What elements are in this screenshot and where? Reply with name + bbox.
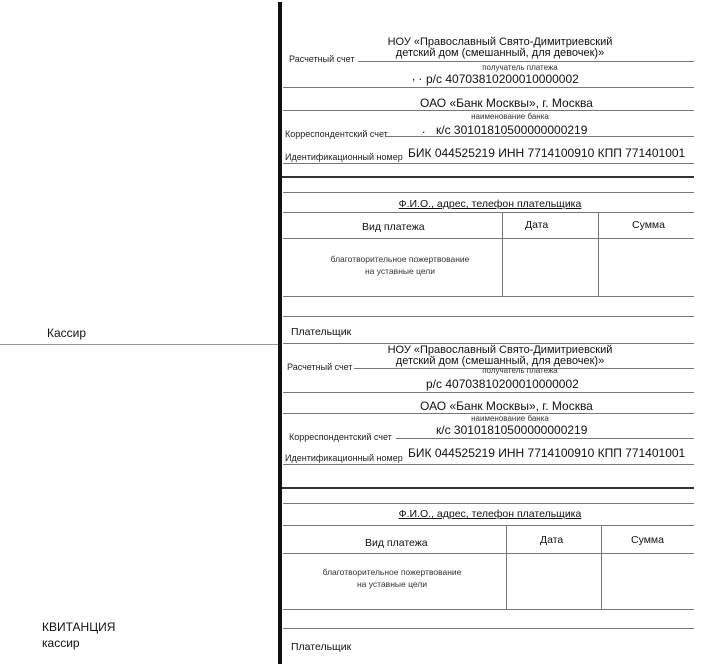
purpose-line2: на уставные цели bbox=[356, 579, 428, 589]
corr-label: Корреспондентский счет bbox=[289, 432, 392, 442]
col-sum: Сумма bbox=[631, 534, 664, 546]
recipient-caption: получатель платежа bbox=[482, 63, 558, 72]
payer-header: Ф.И.О., адрес, телефон плательщика bbox=[398, 198, 582, 210]
vertical-divider bbox=[278, 2, 282, 664]
payer-label: Плательщик bbox=[291, 641, 352, 653]
cashier-label-bottom: кассир bbox=[42, 636, 80, 650]
col-date: Дата bbox=[540, 534, 564, 546]
payer-label: Плательщик bbox=[291, 326, 352, 338]
receipt-title: КВИТАНЦИЯ bbox=[42, 620, 116, 634]
corr-value: к/с 30101810500000000219 bbox=[436, 423, 588, 437]
col-payment-type: Вид платежа bbox=[365, 537, 428, 549]
purpose-line1: благотворительное пожертвование bbox=[322, 567, 462, 577]
bank-value: ОАО «Банк Москвы», г. Москва bbox=[420, 96, 593, 110]
col-sum: Сумма bbox=[632, 219, 665, 231]
col-date: Дата bbox=[525, 219, 549, 231]
bank-caption: наименование банка bbox=[471, 112, 549, 121]
id-label: Идентификационный номер bbox=[285, 152, 403, 162]
account-label: Расчетный счет bbox=[289, 54, 355, 64]
purpose-line1: благотворительное пожертвование bbox=[330, 254, 470, 264]
corr-label: Корреспондентский счет bbox=[285, 129, 388, 139]
cashier-label-top: Кассир bbox=[47, 326, 87, 340]
purpose-line2: на уставные цели bbox=[364, 266, 436, 276]
recipient-name-line1: НОУ «Православный Свято-Димитриевский bbox=[387, 344, 613, 356]
dot-mark: . bbox=[422, 122, 426, 136]
col-payment-type: Вид платежа bbox=[362, 221, 425, 233]
account-value: р/с 40703810200010000002 bbox=[426, 377, 579, 391]
recipient-name-line1: НОУ «Православный Свято-Димитриевский bbox=[387, 36, 613, 48]
id-value: БИК 044525219 ИНН 7714100910 КПП 771401001 bbox=[408, 446, 686, 460]
id-label: Идентификационный номер bbox=[285, 453, 403, 463]
corr-value: к/с 30101810500000000219 bbox=[436, 123, 588, 137]
recipient-name-line2: детский дом (смешанный, для девочек)» bbox=[395, 355, 605, 367]
bank-value: ОАО «Банк Москвы», г. Москва bbox=[420, 399, 593, 413]
left-separator bbox=[0, 344, 278, 345]
account-label: Расчетный счет bbox=[287, 362, 353, 372]
payer-header: Ф.И.О., адрес, телефон плательщика bbox=[398, 508, 582, 520]
account-value: р/с 40703810200010000002 bbox=[426, 72, 579, 86]
recipient-caption: получатель платежа bbox=[482, 366, 558, 375]
dots-mark: , . bbox=[412, 69, 423, 83]
recipient-name-line2: детский дом (смешанный, для девочек)» bbox=[395, 47, 605, 59]
bank-caption: наименование банка bbox=[471, 414, 549, 423]
id-value: БИК 044525219 ИНН 7714100910 КПП 771401001 bbox=[408, 146, 686, 160]
